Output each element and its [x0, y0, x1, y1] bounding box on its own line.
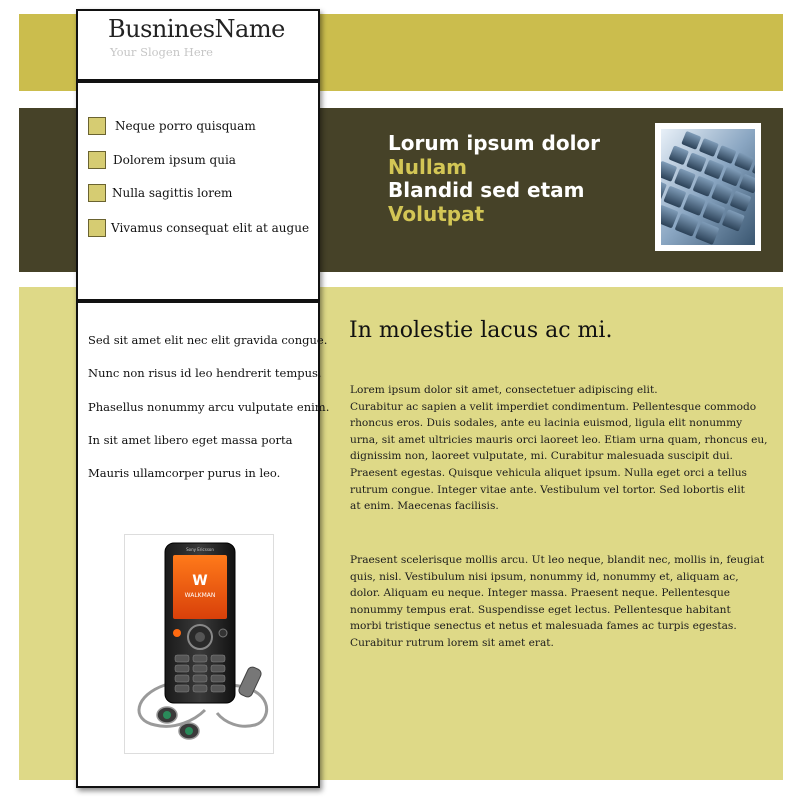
main-paragraph-1 [350, 382, 780, 515]
bullet-square-icon [88, 151, 106, 169]
paragraph-line: quis, nisl. Vestibulum nisi ipsum, nonummy id, nonummy et, aliquam ac, [350, 570, 739, 583]
nav-item-label: Dolorem ipsum quia [113, 153, 236, 167]
paragraph-line: Praesent egestas. Quisque vehicula aliquet ipsum. Nulla eget orci a tellus [350, 466, 747, 479]
nav-item[interactable] [88, 117, 256, 135]
bullet-square-icon [88, 219, 106, 237]
paragraph-line: rutrum congue. Integer vitae ante. Vestibulum vel tortor. Sed lobortis elit [350, 483, 745, 496]
nav-item[interactable] [88, 219, 309, 237]
phone-image [124, 534, 274, 754]
list-item: Nunc non risus id leo hendrerit tempus. [88, 366, 322, 380]
main-paragraph-2 [350, 552, 780, 652]
nav-item-label: Vivamus consequat elit at augue [111, 221, 310, 235]
list-item: In sit amet libero eget massa porta [88, 433, 293, 447]
mobile-phone-icon [125, 535, 275, 755]
hero-headline [388, 132, 600, 226]
keyboard-image [655, 123, 761, 251]
paragraph-line: at enim. Maecenas facilisis. [350, 500, 499, 513]
paragraph-line: Curabitur rutrum lorem sit amet erat. [350, 636, 554, 649]
bullet-square-icon [88, 184, 106, 202]
phone-screen-text: WALKMAN [184, 592, 216, 599]
nav-item[interactable] [88, 151, 236, 169]
bullet-square-icon [88, 117, 106, 135]
list-item: Sed sit amet elit nec elit gravida congue. [88, 333, 328, 347]
hero-line-3: Blandid sed etam [388, 178, 585, 202]
paragraph-line: dolor. Aliquam eu neque. Integer massa. Praesent neque. Pellentesque [350, 587, 731, 600]
paragraph-line: morbi tristique senectus et netus et malesuada fames ac turpis egestas. [350, 620, 737, 633]
nav-item-label: Nulla sagittis lorem [112, 186, 233, 200]
brand-name[interactable]: BusninesName [108, 15, 285, 43]
brand-slogan: Your Slogen Here [110, 45, 213, 59]
paragraph-line: urna, sit amet ultricies mauris orci laoreet leo. Etiam urna quam, rhoncus eu, [350, 433, 768, 446]
svg-text:W: W [192, 573, 208, 589]
sidebar-divider [78, 299, 318, 303]
paragraph-line: dignissim non, laoreet vulputate, mi. Curabitur malesuada suscipit dui. [350, 450, 733, 463]
nav-item-label: Neque porro quisquam [115, 119, 256, 133]
hero-line-2: Nullam [388, 154, 468, 179]
paragraph-line: rhoncus eros. Duis sodales, ante eu lacinia euismod, ligula elit nonummy [350, 417, 743, 430]
list-item: Phasellus nonummy arcu vulputate enim. [88, 400, 330, 414]
paragraph-line: nonummy tempus erat. Suspendisse eget lectus. Pellentesque habitant [350, 603, 731, 616]
paragraph-line: Lorem ipsum dolor sit amet, consectetuer adipiscing elit. [350, 384, 658, 396]
hero-line-1: Lorum ipsum dolor [388, 131, 601, 155]
keyboard-photo-icon [661, 129, 755, 245]
paragraph-line: Praesent scelerisque mollis arcu. Ut leo neque, blandit nec, mollis in, feugiat [350, 554, 765, 566]
sidebar-divider [78, 79, 318, 83]
list-item: Mauris ullamcorper purus in leo. [88, 466, 281, 480]
phone-brand-text: Sony Ericsson [186, 547, 214, 552]
nav-item[interactable] [88, 184, 232, 202]
hero-line-4: Volutpat [388, 201, 485, 226]
sidebar [76, 9, 330, 788]
paragraph-line: Curabitur ac sapien a velit imperdiet condimentum. Pellentesque commodo [350, 400, 757, 413]
main-heading: In molestie lacus ac mi. [349, 318, 613, 343]
